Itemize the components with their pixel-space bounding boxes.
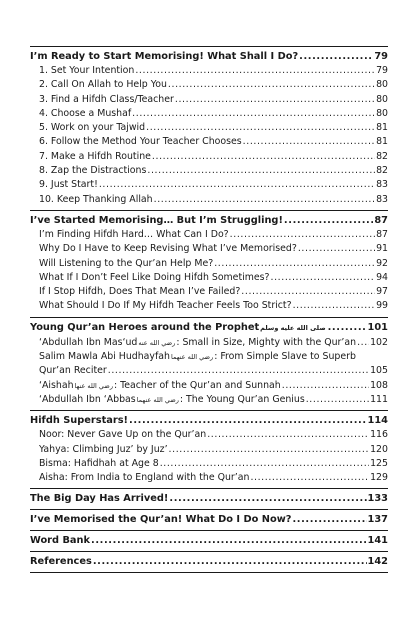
toc-entry[interactable] xyxy=(30,443,388,457)
heading-title: I’m Ready to Start Memorising! What Shall I Do? xyxy=(30,51,299,62)
page-number: 82 xyxy=(376,165,388,177)
toc-entry[interactable] xyxy=(30,135,388,149)
leader-dots xyxy=(169,491,366,506)
honorific-text: رضي الله عنهما xyxy=(136,395,179,404)
entry-title: : The Young Qur’an Genius xyxy=(179,393,305,405)
page-number: 111 xyxy=(370,393,388,405)
leader-dots xyxy=(91,533,367,548)
toc-entry[interactable] xyxy=(30,428,388,442)
page-number: 108 xyxy=(370,379,388,391)
entry-name: ‘Abdullah Ibn ‘Abbas xyxy=(39,393,136,405)
page-number: 125 xyxy=(370,457,388,469)
toc-entry[interactable] xyxy=(30,242,388,256)
entry-title: 3. Find a Hifdh Class/Teacher xyxy=(39,93,174,105)
toc-entry[interactable] xyxy=(30,271,388,285)
honorific-text: رضي الله عنه xyxy=(138,338,176,347)
honorific-text: رضي الله عنهما xyxy=(170,353,214,362)
heading-title: Hifdh Superstars! xyxy=(30,415,128,427)
page-number: 105 xyxy=(370,365,388,377)
page-number: 116 xyxy=(370,429,388,441)
leader-dots xyxy=(284,213,373,228)
toc-section xyxy=(30,46,388,211)
page-number: 137 xyxy=(367,514,388,526)
toc-entry[interactable] xyxy=(30,107,388,121)
page-number: 94 xyxy=(376,271,388,283)
page-number: 79 xyxy=(374,51,388,62)
toc-entry[interactable] xyxy=(30,228,388,242)
leader-dots xyxy=(306,393,369,407)
leader-dots xyxy=(146,121,375,135)
page-number: 102 xyxy=(370,336,388,348)
entry-title: I’m Finding Hifdh Hard… What Can I Do? xyxy=(39,228,229,240)
table-of-contents xyxy=(30,46,388,573)
entry-title: 2. Call On Allah to Help You xyxy=(39,79,167,91)
toc-entry[interactable] xyxy=(30,350,388,364)
leader-dots xyxy=(169,443,370,457)
leader-dots xyxy=(152,150,375,164)
entry-title: 4. Choose a Mushaf xyxy=(39,107,132,119)
leader-dots xyxy=(99,178,375,192)
heading-title: References xyxy=(30,556,92,568)
toc-heading[interactable] xyxy=(30,320,388,336)
leader-dots xyxy=(168,78,375,92)
entry-title: 6. Follow the Method Your Teacher Chooses xyxy=(39,136,242,148)
page-number: 101 xyxy=(367,321,388,333)
honorific-text: رضي الله عنها xyxy=(74,381,113,390)
page-number: 81 xyxy=(376,122,388,134)
leader-dots xyxy=(147,164,375,178)
toc-heading[interactable] xyxy=(30,533,388,548)
page-number: 80 xyxy=(376,93,388,105)
toc-section xyxy=(30,211,388,318)
entry-title: Will Listening to the Qur’an Help Me? xyxy=(39,257,214,269)
toc-entry[interactable] xyxy=(30,471,388,485)
entry-title: 8. Zap the Distractions xyxy=(39,165,147,177)
leader-dots xyxy=(132,107,375,121)
page-number: 91 xyxy=(376,243,388,255)
leader-dots xyxy=(299,49,373,64)
entry-title: 10. Keep Thanking Allah xyxy=(39,193,153,205)
page-number: 120 xyxy=(370,443,388,455)
entry-title: Bisma: Hafidhah at Age 8 xyxy=(39,457,159,469)
heading-title: Word Bank xyxy=(30,535,91,547)
page-number: 87 xyxy=(376,228,388,240)
toc-section xyxy=(30,318,388,411)
entry-title: : Small in Size, Mighty with the Qur’an xyxy=(176,336,357,348)
heading-title: Young Qur’an Heroes around the Prophet xyxy=(30,321,260,333)
entry-title: 5. Work on your Tajwid xyxy=(39,122,146,134)
toc-entry[interactable] xyxy=(30,379,388,393)
leader-dots xyxy=(214,257,375,271)
entry-title: : Teacher of the Qur’an and Sunnah xyxy=(113,379,281,391)
page-number: 97 xyxy=(376,286,388,298)
leader-dots xyxy=(357,336,369,350)
leader-dots xyxy=(328,320,367,335)
entry-title: 9. Just Start! xyxy=(39,179,98,191)
entry-name: Salim Mawla Abi Hudhayfah xyxy=(39,351,170,363)
leader-dots xyxy=(154,193,375,207)
leader-dots xyxy=(241,285,375,299)
entry-title: What If I Don’t Feel Like Doing Hifdh Sometimes? xyxy=(39,271,270,283)
toc-entry[interactable] xyxy=(30,285,388,299)
page-number: 80 xyxy=(376,107,388,119)
toc-heading[interactable] xyxy=(30,491,388,506)
leader-dots xyxy=(293,299,375,313)
leader-dots xyxy=(129,413,367,428)
page-number: 80 xyxy=(376,79,388,91)
leader-dots xyxy=(135,64,375,78)
leader-dots xyxy=(250,471,369,485)
toc-section xyxy=(30,552,388,573)
toc-entry-continued[interactable] xyxy=(30,364,388,378)
page-number: 133 xyxy=(367,493,388,505)
page-number: 141 xyxy=(367,535,388,547)
toc-section xyxy=(30,531,388,552)
leader-dots xyxy=(230,228,375,242)
toc-section xyxy=(30,411,388,489)
entry-title: 1. Set Your Intention xyxy=(39,65,135,76)
heading-title: I’ve Memorised the Qur’an! What Do I Do Now? xyxy=(30,514,292,526)
toc-heading[interactable] xyxy=(30,49,388,64)
toc-heading[interactable] xyxy=(30,213,388,228)
toc-heading[interactable] xyxy=(30,512,388,527)
entry-title-continued: Qur’an Reciter xyxy=(39,365,107,377)
page-number: 82 xyxy=(376,150,388,162)
page-number: 129 xyxy=(370,472,388,484)
toc-entry[interactable] xyxy=(30,93,388,107)
page-number: 81 xyxy=(376,136,388,148)
page-number: 99 xyxy=(376,300,388,312)
toc-entry[interactable] xyxy=(30,121,388,135)
entry-title: Yahya: Climbing Juz’ by Juz’ xyxy=(39,443,168,455)
entry-name: ‘Abdullah Ibn Mas‘ud xyxy=(39,336,138,348)
leader-dots xyxy=(271,271,376,285)
leader-dots xyxy=(207,428,369,442)
toc-entry[interactable] xyxy=(30,178,388,192)
leader-dots xyxy=(243,135,375,149)
page-number: 79 xyxy=(376,65,388,76)
toc-entry[interactable] xyxy=(30,336,388,350)
entry-title: Noor: Never Gave Up on the Qur’an xyxy=(39,429,207,441)
toc-entry[interactable] xyxy=(30,164,388,178)
leader-dots xyxy=(282,379,369,393)
page-number: 114 xyxy=(367,415,388,427)
toc-section xyxy=(30,489,388,510)
toc-entry[interactable] xyxy=(30,393,388,407)
leader-dots xyxy=(160,457,369,471)
toc-section xyxy=(30,510,388,531)
toc-entry[interactable] xyxy=(30,457,388,471)
entry-name: ‘Aishah xyxy=(39,379,74,391)
entry-title: What Should I Do If My Hifdh Teacher Feels Too Strict? xyxy=(39,300,292,312)
heading-title: I’ve Started Memorising… But I’m Struggling! xyxy=(30,214,283,226)
page-number: 83 xyxy=(376,193,388,205)
toc-entry[interactable] xyxy=(30,299,388,313)
leader-dots xyxy=(93,554,367,569)
leader-dots xyxy=(292,512,366,527)
honorific-text: صلى الله عليه وسلم xyxy=(260,323,326,332)
toc-heading[interactable] xyxy=(30,413,388,428)
heading-title: The Big Day Has Arrived! xyxy=(30,493,169,505)
leader-dots xyxy=(108,364,369,378)
page-number: 142 xyxy=(367,556,388,568)
entry-title: : From Simple Slave to Superb xyxy=(214,351,356,363)
leader-dots xyxy=(175,93,375,107)
toc-entry[interactable] xyxy=(30,78,388,92)
toc-entry[interactable] xyxy=(30,64,388,78)
toc-heading[interactable] xyxy=(30,554,388,569)
entry-title: 7. Make a Hifdh Routine xyxy=(39,150,151,162)
toc-entry[interactable] xyxy=(30,257,388,271)
leader-dots xyxy=(298,242,375,256)
page-number: 87 xyxy=(374,214,388,226)
toc-entry[interactable] xyxy=(30,150,388,164)
entry-title: If I Stop Hifdh, Does That Mean I’ve Failed? xyxy=(39,286,241,298)
entry-title: Aisha: From India to England with the Qur’an xyxy=(39,472,250,484)
toc-entry[interactable] xyxy=(30,193,388,207)
entry-title: Why Do I Have to Keep Revising What I’ve Memorised? xyxy=(39,243,297,255)
page-number: 92 xyxy=(376,257,388,269)
page-number: 83 xyxy=(376,179,388,191)
